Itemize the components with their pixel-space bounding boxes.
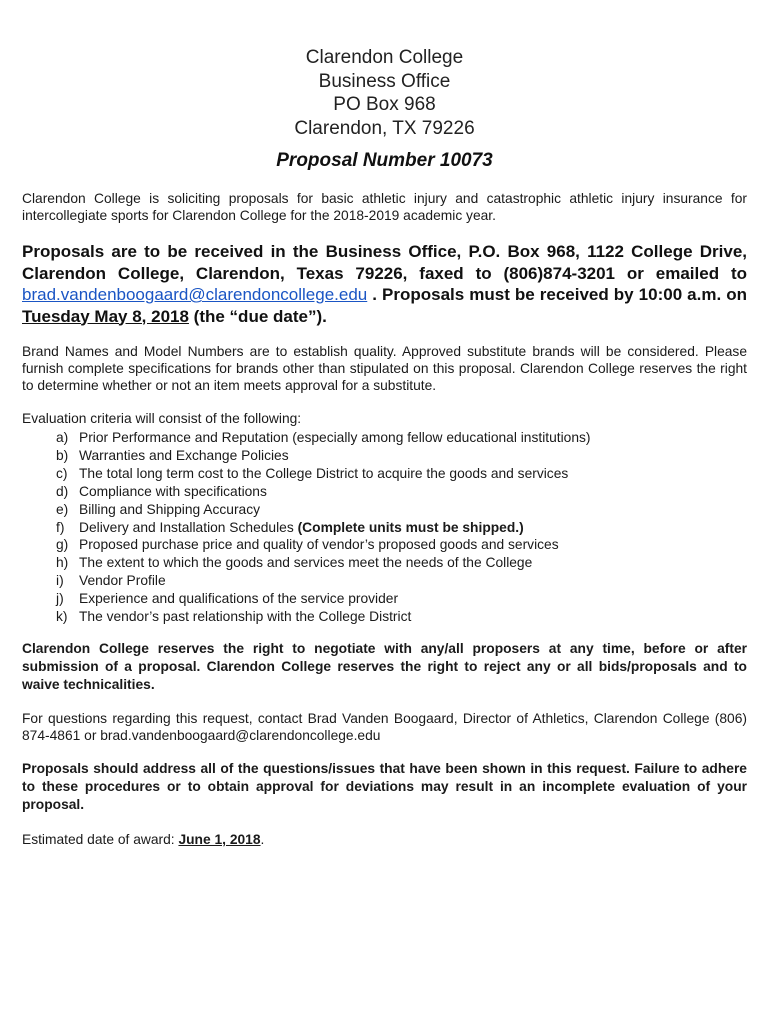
submission-text-2: . Proposals must be received by 10:00 a.m. on — [367, 285, 747, 304]
criteria-letter: k) — [56, 609, 68, 625]
criteria-text-main: The total long term cost to the College District to acquire the goods and services — [79, 465, 569, 481]
evaluation-intro: Evaluation criteria will consist of the following: — [22, 411, 302, 426]
award-suffix: . — [260, 831, 265, 847]
criteria-item — [56, 608, 747, 626]
criteria-letter: f) — [56, 519, 65, 535]
criteria-letter: i) — [56, 573, 64, 589]
criteria-text — [79, 447, 289, 465]
criteria-text-main: Vendor Profile — [79, 573, 166, 589]
submission-text-1: Proposals are to be received in the Business Office, P.O. Box 968, 1122 College Drive, Clarendon College, Clarendon, Texas 79226, faxed to (806)874-3201 or emailed to — [22, 242, 747, 283]
criteria-text — [79, 501, 260, 519]
criteria-text-main: The vendor’s past relationship with the College District — [79, 609, 412, 625]
criteria-text — [79, 483, 267, 501]
criteria-text-main: Warranties and Exchange Policies — [79, 447, 289, 463]
questions-paragraph: For questions regarding this request, contact Brad Vanden Boogaard, Director of Athletics, Clarendon College (806) 874-4861 or brad.vandenboogaard@clarendoncollege.edu — [22, 710, 747, 743]
criteria-item — [56, 483, 747, 501]
criteria-text-main: The extent to which the goods and services meet the needs of the College — [79, 555, 533, 571]
criteria-item — [56, 447, 747, 465]
criteria-letter: a) — [56, 430, 69, 445]
city-state-zip: Clarendon, TX 79226 — [294, 117, 475, 139]
criteria-text-main: Delivery and Installation Schedules — [79, 519, 298, 535]
submission-paragraph — [22, 241, 747, 327]
award-date: June 1, 2018 — [178, 831, 261, 847]
criteria-item — [56, 590, 747, 608]
criteria-text — [79, 536, 559, 554]
criteria-item — [56, 429, 747, 447]
evaluation-criteria-list — [22, 429, 747, 626]
criteria-text-main: Experience and qualifications of the service provider — [79, 591, 399, 607]
criteria-letter: j) — [56, 591, 64, 607]
criteria-text — [79, 429, 591, 447]
criteria-text-bold: (Complete units must be shipped.) — [297, 519, 524, 535]
award-label: Estimated date of award: — [22, 831, 179, 847]
document-page — [22, 46, 747, 847]
criteria-item — [56, 572, 747, 590]
due-date: Tuesday May 8, 2018 — [22, 306, 189, 326]
criteria-text — [79, 554, 532, 572]
reserve-rights-paragraph: Clarendon College reserves the right to negotiate with any/all proposers at any time, before or after submission of a proposal. Clarendon College reserves the right to reject any or all bids/proposals and to waive technicalities. — [22, 640, 747, 692]
email-link[interactable]: brad.vandenboogaard@clarendoncollege.edu — [22, 285, 368, 304]
submission-text-3: (the “due date”). — [188, 306, 327, 326]
criteria-text-main: Billing and Shipping Accuracy — [79, 501, 261, 517]
criteria-letter: h) — [56, 555, 69, 571]
address-paragraph: Proposals should address all of the questions/issues that have been shown in this request. Failure to adhere to these procedures or to obtain approval for deviations may result in an incomplete evaluation of your proposal. — [22, 760, 747, 812]
criteria-text-main: Compliance with specifications — [79, 483, 267, 499]
criteria-item — [56, 519, 747, 537]
criteria-letter: g) — [56, 537, 69, 553]
criteria-item — [56, 554, 747, 572]
intro-paragraph: Clarendon College is soliciting proposals for basic athletic injury and catastrophic athletic injury insurance for intercollegiate sports for Clarendon College for the 2018-2019 academic year. — [22, 191, 747, 223]
po-box: PO Box 968 — [333, 94, 436, 115]
proposal-title: Proposal Number 10073 — [276, 150, 493, 171]
criteria-text — [79, 465, 568, 483]
office-name: Business Office — [318, 70, 451, 92]
criteria-letter: e) — [56, 501, 69, 517]
brand-names-paragraph: Brand Names and Model Numbers are to establish quality. Approved substitute brands will be considered. Please furnish complete specifications for brands other than stipulated on this proposal. Clarendon College reserves the right to determine whether or not an item meets approval for a substitute. — [22, 344, 747, 393]
criteria-letter: d) — [56, 483, 69, 499]
criteria-item — [56, 465, 747, 483]
criteria-text — [79, 608, 411, 626]
criteria-letter: b) — [56, 447, 69, 463]
letterhead — [22, 46, 747, 140]
criteria-item — [56, 536, 747, 554]
criteria-text — [79, 519, 524, 537]
award-line — [22, 832, 747, 847]
college-name: Clarendon College — [305, 47, 464, 68]
criteria-text-main: Proposed purchase price and quality of vendor’s proposed goods and services — [79, 537, 559, 553]
criteria-item — [56, 501, 747, 519]
criteria-text — [79, 572, 166, 590]
criteria-text-main: Prior Performance and Reputation (especially among fellow educational institutions) — [79, 430, 591, 445]
criteria-text — [79, 590, 398, 608]
criteria-letter: c) — [56, 465, 68, 481]
